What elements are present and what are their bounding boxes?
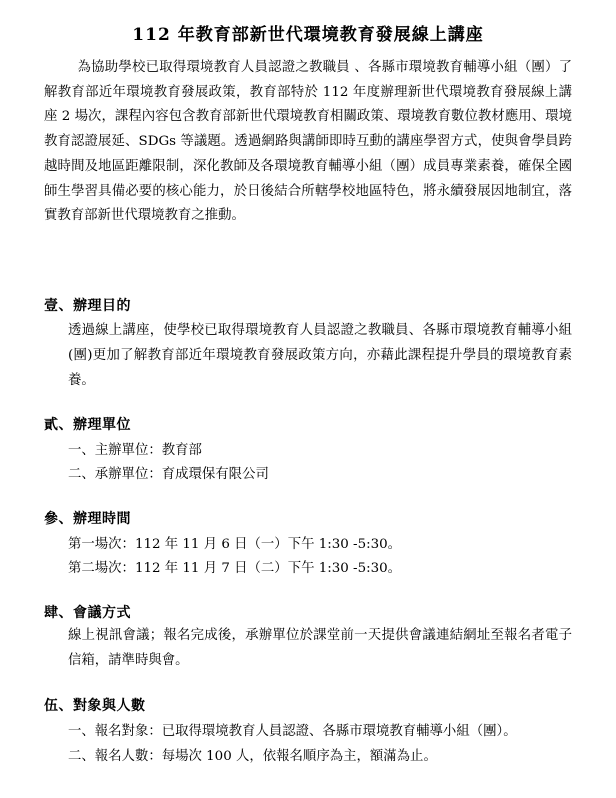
participant-line: 二、報名人數：每場次 100 人，依報名順序為主，額滿為止。 xyxy=(68,749,437,764)
section-heading-participants: 伍、對象與人數 xyxy=(44,698,146,714)
schedule-line: 第一場次：112 年 11 月 6 日（一）下午 1:30 -5:30。 xyxy=(68,537,402,552)
section-body-meeting-format: 線上視訊會議；報名完成後，承辦單位於課堂前一天提供會議連結網址至報名者電子信箱，請準時與會。 xyxy=(68,628,572,668)
document-title: 112 年教育部新世代環境教育發展線上講座 xyxy=(132,25,484,45)
section-heading-meeting-format: 肆、會議方式 xyxy=(44,605,131,621)
schedule-line: 第二場次：112 年 11 月 7 日（二）下午 1:30 -5:30。 xyxy=(68,561,402,576)
section-heading-schedule: 參、辦理時間 xyxy=(44,511,131,527)
section-body-purpose: 透過線上講座，使學校已取得環境教育人員認證之教職員、各縣市環境教育輔導小組(團)更加了解教育部近年環境教育發展政策方向，亦藉此課程提升學員的環境教育素養。 xyxy=(68,323,572,388)
intro-paragraph: 為協助學校已取得環境教育人員認證之教職員 、各縣市環境教育輔導小組（團）了解教育部近年環境教育發展政策，教育部特於 112 年度辦理新世代環境教育發展線上講座 2 場次，課程內容包含教育部新世代環境教育相關政策、環境教育數位教材應用、環境教育認證展延、SDGs 等議題。透過網路與講師即時互動的講座學習方式，使與會學員跨越時間及地區距離限制，深化教師及各環境教育輔導小組（團）成員專業素養，確保全國師生學習具備必要的核心能力，於日後結合所轄學校地區特色，將永續發展因地制宜，落實教育部新世代環境教育之推動。 xyxy=(44,60,572,224)
section-heading-purpose: 壹、辦理目的 xyxy=(44,298,131,314)
participant-line: 一、報名對象：已取得環境教育人員認證、各縣市環境教育輔導小組（團）。 xyxy=(68,724,517,739)
section-heading-organizers: 貳、辦理單位 xyxy=(44,417,131,433)
organizer-line: 一、主辦單位：教育部 xyxy=(68,443,202,458)
organizer-line: 二、承辦單位：育成環保有限公司 xyxy=(68,467,269,482)
